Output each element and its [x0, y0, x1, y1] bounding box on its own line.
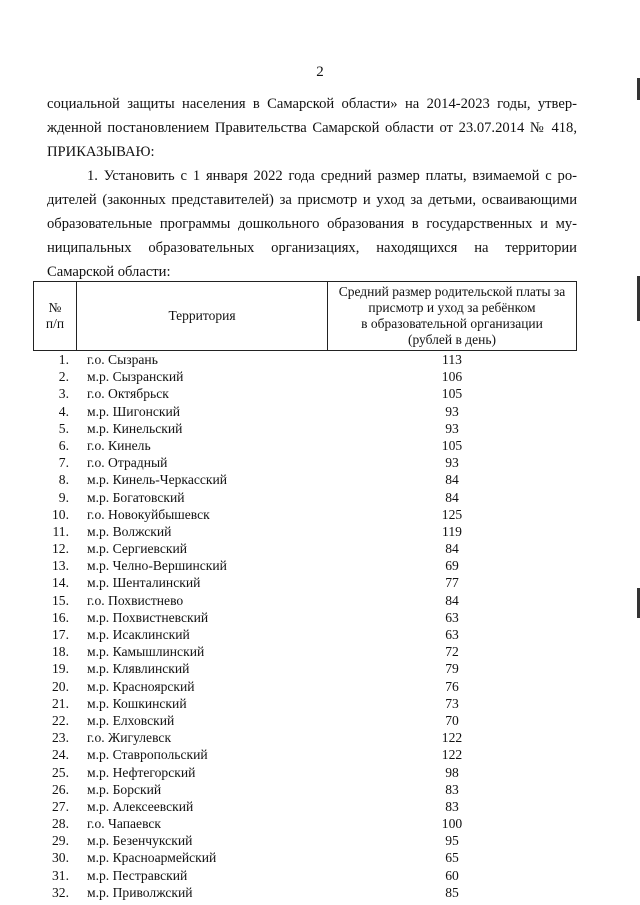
table-row: [33, 454, 577, 471]
row-fee: 122: [441, 730, 463, 746]
row-territory: м.р. Шенталинский: [87, 575, 201, 591]
row-number: 11.: [52, 523, 69, 539]
row-territory: м.р. Богатовский: [87, 489, 185, 505]
paragraph-line: образовательные программы дошкольного образования в государственных и му-: [47, 216, 577, 232]
row-territory: м.р. Похвистневский: [87, 609, 209, 625]
row-territory: м.р. Сергиевский: [87, 541, 188, 557]
row-fee: 65: [445, 850, 459, 866]
row-territory: г.о. Кинель: [87, 437, 151, 453]
row-fee: 84: [445, 592, 459, 608]
table-row: [33, 557, 577, 574]
row-number: 12.: [52, 541, 69, 557]
row-fee: 77: [445, 575, 459, 591]
table-row: [33, 746, 577, 763]
row-number: 14.: [52, 575, 69, 591]
table-row: [33, 471, 577, 488]
header-number-line: п/п: [45, 316, 65, 331]
row-fee: 122: [441, 747, 463, 763]
row-territory: г.о. Чапаевск: [87, 816, 162, 832]
row-territory: г.о. Отрадный: [87, 455, 168, 471]
table-row: [33, 712, 577, 729]
row-number: 31.: [52, 867, 69, 883]
table-row: [33, 489, 577, 506]
paragraph-line: 1. Установить с 1 января 2022 года средний размер платы, взимаемой с ро-: [87, 168, 577, 184]
row-number: 7.: [58, 455, 69, 471]
row-number: 9.: [58, 489, 69, 505]
table-row: [33, 626, 577, 643]
row-number: 30.: [52, 850, 69, 866]
table-row: [33, 849, 577, 866]
row-fee: 60: [445, 867, 459, 883]
row-territory: м.р. Красноармейский: [87, 850, 217, 866]
table-row: [33, 403, 577, 420]
table-row: [33, 385, 577, 402]
row-fee: 93: [445, 455, 459, 471]
row-fee: 70: [445, 712, 459, 728]
row-fee: 69: [445, 558, 459, 574]
row-fee: 73: [445, 695, 459, 711]
row-fee: 79: [445, 661, 459, 677]
row-fee: 105: [441, 386, 463, 402]
table-body: [33, 351, 577, 901]
row-fee: 63: [445, 609, 459, 625]
row-number: 3.: [58, 386, 69, 402]
table-row: [33, 609, 577, 626]
row-number: 28.: [52, 816, 69, 832]
row-fee: 106: [441, 369, 463, 385]
row-number: 1.: [58, 352, 69, 367]
row-fee: 113: [442, 352, 462, 367]
table-row: [33, 695, 577, 712]
row-territory: м.р. Исаклинский: [87, 627, 190, 642]
header-fee-line: Средний размер родительской платы за: [338, 284, 566, 299]
row-number: 26.: [52, 781, 69, 797]
table-row: [33, 678, 577, 695]
row-number: 22.: [52, 712, 69, 728]
row-territory: м.р. Елховский: [87, 712, 175, 728]
row-territory: м.р. Челно-Вершинский: [87, 558, 227, 574]
row-fee: 84: [445, 489, 459, 505]
paragraph-line: Самарской области:: [47, 264, 171, 280]
row-fee: 119: [442, 523, 462, 539]
row-fee: 85: [445, 884, 459, 900]
page-number: 2: [316, 64, 324, 80]
row-number: 13.: [52, 558, 69, 574]
row-territory: г.о. Жигулевск: [87, 730, 172, 746]
table-row: [33, 798, 577, 815]
paragraph-decree: [47, 164, 577, 284]
row-number: 16.: [52, 609, 69, 625]
table-row: [33, 884, 577, 901]
table-row: [33, 764, 577, 781]
row-territory: м.р. Красноярский: [87, 678, 195, 694]
row-fee: 84: [445, 472, 459, 488]
order-heading: ПРИКАЗЫВАЮ:: [47, 144, 155, 160]
header-fee-line: присмотр и уход за ребёнком: [368, 300, 536, 315]
row-number: 20.: [52, 678, 69, 694]
row-territory: м.р. Ставропольский: [87, 747, 208, 763]
row-number: 18.: [52, 644, 69, 660]
row-fee: 72: [445, 644, 459, 660]
row-fee: 84: [445, 541, 459, 557]
header-number-line: №: [48, 300, 62, 315]
row-number: 23.: [52, 730, 69, 746]
row-number: 32.: [52, 884, 69, 900]
row-number: 15.: [52, 592, 69, 608]
table-row: [33, 832, 577, 849]
table-row: [33, 867, 577, 884]
row-fee: 95: [445, 833, 459, 849]
row-fee: 76: [445, 678, 459, 694]
paragraph-line: ниципальных образовательных организациях, находящихся на территории: [47, 240, 577, 256]
row-number: 2.: [58, 369, 69, 385]
table-row: [33, 574, 577, 591]
table-row: [33, 643, 577, 660]
table-row: [33, 815, 577, 832]
row-territory: г.о. Похвистнево: [87, 592, 184, 608]
row-fee: 83: [445, 798, 459, 814]
row-territory: м.р. Сызранский: [87, 369, 184, 385]
header-fee-line: (рублей в день): [407, 332, 496, 347]
row-number: 10.: [52, 506, 69, 522]
row-fee: 105: [441, 437, 463, 453]
row-territory: м.р. Кинельский: [87, 420, 183, 436]
row-territory: м.р. Пестравский: [87, 867, 188, 883]
row-fee: 98: [445, 764, 459, 780]
row-territory: м.р. Борский: [87, 781, 162, 797]
table-row: [33, 729, 577, 746]
row-number: 5.: [58, 420, 69, 436]
row-fee: 63: [445, 627, 459, 642]
paragraph-line: социальной защиты населения в Самарской области» на 2014-2023 годы, утвер-: [47, 96, 577, 112]
header-number: [34, 282, 77, 350]
row-territory: м.р. Нефтегорский: [87, 764, 196, 780]
header-fee-line: в образовательной организации: [361, 316, 543, 331]
row-territory: м.р. Кинель-Черкасский: [87, 472, 228, 488]
row-territory: м.р. Кошкинский: [87, 695, 187, 711]
table-row: [33, 523, 577, 540]
row-number: 6.: [58, 437, 69, 453]
table-row: [33, 437, 577, 454]
paragraph-line: жденной постановлением Правительства Самарской области от 23.07.2014 № 418,: [47, 120, 577, 136]
row-territory: м.р. Шигонский: [87, 403, 181, 419]
row-number: 17.: [52, 627, 69, 642]
row-territory: м.р. Камышлинский: [87, 644, 205, 660]
row-fee: 125: [441, 506, 463, 522]
paragraph-line: дителей (законных представителей) за присмотр и уход за детьми, осваивающими: [47, 192, 577, 208]
row-number: 8.: [58, 472, 69, 488]
row-fee: 83: [445, 781, 459, 797]
row-territory: г.о. Сызрань: [87, 352, 158, 367]
row-fee: 93: [445, 420, 459, 436]
row-number: 27.: [52, 798, 69, 814]
table-row: [33, 368, 577, 385]
table-row: [33, 506, 577, 523]
row-territory: г.о. Новокуйбышевск: [87, 506, 210, 522]
row-territory: м.р. Клявлинский: [87, 661, 190, 677]
table-row: [33, 540, 577, 557]
table-row: [33, 592, 577, 609]
header-territory: Территория: [77, 282, 328, 350]
row-number: 25.: [52, 764, 69, 780]
row-number: 21.: [52, 695, 69, 711]
row-number: 19.: [52, 661, 69, 677]
row-territory: м.р. Безенчукский: [87, 833, 193, 849]
table-header: [33, 281, 577, 351]
table-row: [33, 420, 577, 437]
row-fee: 100: [441, 816, 463, 832]
row-number: 29.: [52, 833, 69, 849]
table-row: [33, 781, 577, 798]
row-fee: 93: [445, 403, 459, 419]
row-territory: м.р. Приволжский: [87, 884, 193, 900]
table-row: [33, 351, 577, 368]
row-number: 4.: [58, 403, 69, 419]
header-fee: [328, 282, 576, 350]
row-number: 24.: [52, 747, 69, 763]
table-row: [33, 660, 577, 677]
row-territory: м.р. Алексеевский: [87, 798, 194, 814]
row-territory: м.р. Волжский: [87, 523, 172, 539]
row-territory: г.о. Октябрьск: [87, 386, 169, 402]
